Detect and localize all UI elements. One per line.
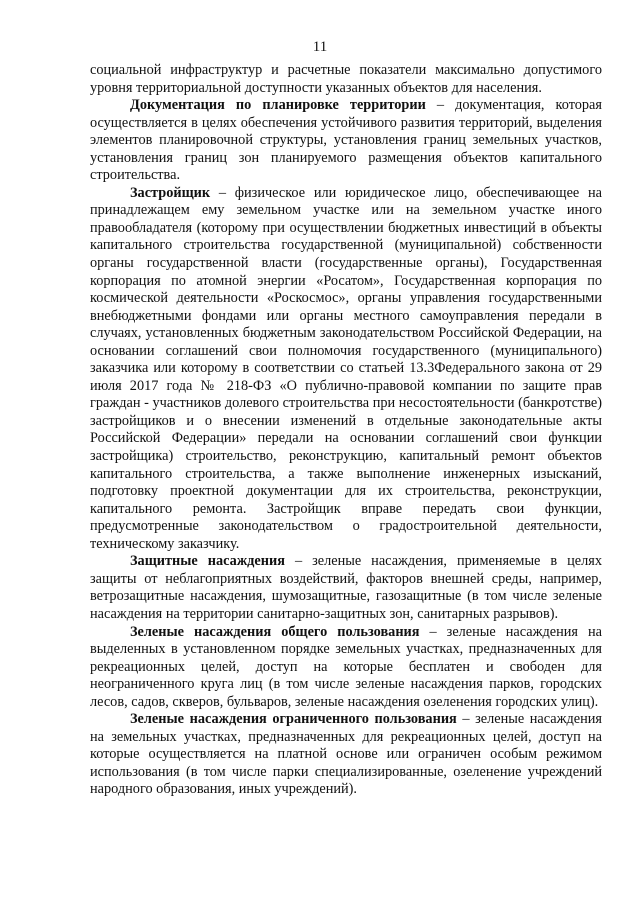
definition-term: Защитные насаждения: [130, 553, 285, 570]
paragraph-text: социальной инфраструктур и расчетные показатели максимально допустимого уровня территориальной доступности указанных объектов для населения.: [90, 62, 602, 96]
paragraph-public-green-spaces: [90, 624, 602, 712]
definition-term: Документация по планировке территории: [130, 97, 426, 114]
definition-text: – зеленые насаждения, применяемые в целях защиты от неблагоприятных воздействий, факторов внешней среды, например, ветрозащитные насаждения, шумозащитные, газозащитные (в том числе зеленые насаждения на территории санитарно-защитных зон, санитарных разрывов).: [90, 553, 602, 622]
definition-term: Зеленые насаждения ограниченного пользования: [130, 711, 457, 728]
paragraph-restricted-green-spaces: [90, 711, 602, 799]
definition-text: – зеленые насаждения на выделенных в установленном порядке земельных участках, предназначенных для рекреационных целей, доступ на которые бесплатен и свободен для неограниченного круга лиц (в том числе зеленые насаждения парков, городских лесов, садов, скверов, бульваров, зеленые насаждения озеленения городских улиц).: [90, 623, 602, 710]
definition-text: – документация, которая осуществляется в целях обеспечения устойчивого развития территорий, выделения элементов планировочной структуры, установления границ земельных участков, установления границ зон планируемого размещения объектов капитального строительства.: [90, 97, 602, 184]
paragraph-planning-documentation: [90, 97, 602, 185]
page-number: 11: [312, 39, 328, 55]
definition-text: – физическое или юридическое лицо, обеспечивающее на принадлежащем ему земельном участке или на земельном участке иного правообладателя (которому при осуществлении бюджетных инвестиций в объекты капитального строительства государственной (муниципальной) собственности органы государственной власти (государственные органы), Государственная корпорация по атомной энергии «Росатом», Государственная корпорация по космической деятельности «Роскосмос», органы управления государственными внебюджетными фондами или органы местного самоуправления передали в случаях, установленных бюджетным законодательством Российской Федерации, на основании соглашений свои полномочия государственного (муниципального) заказчика или которому в соответствии со статьей 13.3Федерального закона от 29 июля 2017 года № 218-ФЗ «О публично-правовой компании по защите прав граждан - участников долевого строительства при несостоятельности (банкротстве) застройщиков и о внесении изменений в отдельные законодательные акты Российской Федерации» передали на основании соглашений свои функции застройщика) строительство, реконструкцию, капитальный ремонт объектов капитального строительства, а также выполнение инженерных изысканий, подготовку проектной документации для их строительства, реконструкции, капитального ремонта. Застройщик вправе передать свои функции, предусмотренные законодательством о градостроительной деятельности, техническому заказчику.: [90, 184, 602, 552]
definition-term: Застройщик: [130, 184, 211, 201]
paragraph-protective-plantings: [90, 553, 602, 623]
paragraph-developer: [90, 185, 602, 553]
definition-text: – зеленые насаждения на земельных участках, предназначенных для рекреационных целей, доступ на которые осуществляется на платной основе или ограничен особым режимом использования (в том числе парки специализированные, озеленение учреждений народного образования, иных учреждений).: [90, 711, 602, 798]
definition-term: Зеленые насаждения общего пользования: [130, 623, 420, 640]
document-body: [90, 62, 602, 799]
paragraph-intro-continuation: [90, 62, 602, 97]
